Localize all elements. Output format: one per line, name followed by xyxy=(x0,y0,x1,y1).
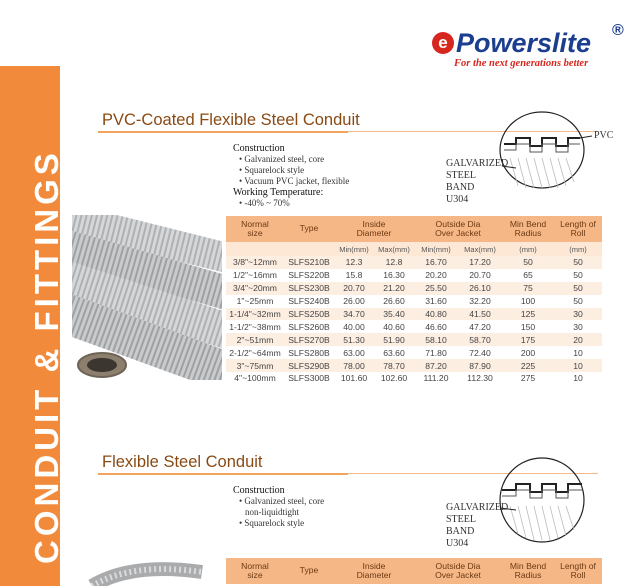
construction-item: • Galvanized steel, core xyxy=(239,154,325,164)
table-cell: 200 xyxy=(502,346,554,359)
table-cell: 26.10 xyxy=(458,282,502,295)
table-cell: 10 xyxy=(554,359,602,372)
temperature-heading: Working Temperature: xyxy=(233,187,324,198)
table-cell: 112.30 xyxy=(458,372,502,385)
table-cell: 111.20 xyxy=(414,372,458,385)
header-inside-diameter: Inside Diameter xyxy=(334,216,414,242)
table-cell: SLFS240B xyxy=(284,295,334,308)
table-cell: 1"~25mm xyxy=(226,295,284,308)
temperature-value: • -40% ~ 70% xyxy=(239,198,290,208)
header-inside-diameter: Inside Diameter xyxy=(334,558,414,584)
sidebar-title: CONDUIT & FITTINGS xyxy=(28,149,65,564)
table-cell: 35.40 xyxy=(374,308,414,321)
construction-item: • Squarelock style xyxy=(239,165,305,175)
table-cell: 87.20 xyxy=(414,359,458,372)
band-label: BAND xyxy=(446,182,475,193)
table-cell: SLFS290B xyxy=(284,359,334,372)
table-cell: 4"~100mm xyxy=(226,372,284,385)
pvc-conduit-photo xyxy=(72,215,222,380)
subheader: (mm) xyxy=(502,242,554,256)
table-cell: 1-1/4"~32mm xyxy=(226,308,284,321)
table-cell: 50 xyxy=(554,295,602,308)
construction-item: • Galvanized steel, core xyxy=(239,496,325,506)
table-cell: 26.00 xyxy=(334,295,374,308)
table-cell: 15.8 xyxy=(334,269,374,282)
table-cell: 78.70 xyxy=(374,359,414,372)
table-cell: 3"~75mm xyxy=(226,359,284,372)
steel-conduit-spec-table xyxy=(226,558,602,584)
table-cell: 58.10 xyxy=(414,333,458,346)
header-outside-dia: Outside Dia Over Jacket xyxy=(414,216,502,242)
steel-label: STEEL xyxy=(446,170,476,181)
table-cell: 102.60 xyxy=(374,372,414,385)
table-cell: 31.60 xyxy=(414,295,458,308)
grade-label: U304 xyxy=(446,538,469,549)
header-outside-dia: Outside Dia Over Jacket xyxy=(414,558,502,584)
construction-item: • Vacuum PVC jacket, flexible xyxy=(239,176,350,186)
construction-block xyxy=(233,143,349,209)
subheader xyxy=(284,242,334,256)
galvanized-label: GALVARIZED xyxy=(446,158,509,169)
subheader: Min(mm) xyxy=(414,242,458,256)
table-cell: 72.40 xyxy=(458,346,502,359)
table-cell: 25.50 xyxy=(414,282,458,295)
table-cell: SLFS230B xyxy=(284,282,334,295)
table-cell: SLFS280B xyxy=(284,346,334,359)
table-row xyxy=(226,359,602,372)
header-type: Type xyxy=(284,216,334,242)
table-cell: 30 xyxy=(554,308,602,321)
table-cell: SLFS300B xyxy=(284,372,334,385)
construction-heading: Construction xyxy=(233,485,285,496)
table-cell: 87.90 xyxy=(458,359,502,372)
table-cell: 175 xyxy=(502,333,554,346)
table-cell: 21.20 xyxy=(374,282,414,295)
table-row xyxy=(226,346,602,359)
table-cell: 40.00 xyxy=(334,320,374,333)
construction-item: • Squarelock style xyxy=(239,518,305,528)
header-length-of-roll: Length of Roll xyxy=(554,558,602,584)
table-cell: 17.20 xyxy=(458,256,502,269)
table-cell: 3/8"~12mm xyxy=(226,256,284,269)
section-title: Flexible Steel Conduit xyxy=(102,453,263,471)
table-row xyxy=(226,333,602,346)
construction-block xyxy=(233,485,324,529)
table-cell: 26.60 xyxy=(374,295,414,308)
pvc-conduit-spec-table xyxy=(226,216,602,385)
table-cell: 40.60 xyxy=(374,320,414,333)
band-label: BAND xyxy=(446,526,475,537)
table-row xyxy=(226,295,602,308)
table-cell: 225 xyxy=(502,359,554,372)
subheader: (mm) xyxy=(554,242,602,256)
pvc-label: PVC xyxy=(594,130,614,141)
table-cell: 12.3 xyxy=(334,256,374,269)
table-cell: SLFS260B xyxy=(284,320,334,333)
table-cell: 20.70 xyxy=(334,282,374,295)
table-cell: 101.60 xyxy=(334,372,374,385)
table-cell: 30 xyxy=(554,320,602,333)
table-cell: 34.70 xyxy=(334,308,374,321)
table-cell: 41.50 xyxy=(458,308,502,321)
registered-mark: ® xyxy=(612,22,624,39)
conduit-cross-section-diagram xyxy=(496,108,636,208)
table-cell: 3/4"~20mm xyxy=(226,282,284,295)
header-type: Type xyxy=(284,558,334,584)
table-cell: 46.60 xyxy=(414,320,458,333)
table-cell: 20.70 xyxy=(458,269,502,282)
table-row xyxy=(226,372,602,385)
table-cell: 16.70 xyxy=(414,256,458,269)
table-cell: SLFS210B xyxy=(284,256,334,269)
conduit-cross-section-diagram xyxy=(496,450,596,550)
table-cell: 20 xyxy=(554,333,602,346)
table-cell: 150 xyxy=(502,320,554,333)
table-cell: 78.00 xyxy=(334,359,374,372)
header-min-bend-radius: Min Bend Radius xyxy=(502,216,554,242)
construction-item: non-liquidtight xyxy=(245,507,299,517)
table-cell: 100 xyxy=(502,295,554,308)
header-normal-size: Normal size xyxy=(226,558,284,584)
table-cell: 50 xyxy=(502,256,554,269)
steel-label: STEEL xyxy=(446,514,476,525)
table-cell: 40.80 xyxy=(414,308,458,321)
table-cell: 1/2"~16mm xyxy=(226,269,284,282)
header-length-of-roll: Length of Roll xyxy=(554,216,602,242)
subheader xyxy=(226,242,284,256)
table-cell: 50 xyxy=(554,282,602,295)
table-cell: 32.20 xyxy=(458,295,502,308)
table-cell: 63.60 xyxy=(374,346,414,359)
table-cell: 65 xyxy=(502,269,554,282)
table-cell: 125 xyxy=(502,308,554,321)
section-title: PVC-Coated Flexible Steel Conduit xyxy=(102,111,360,129)
table-cell: 50 xyxy=(554,269,602,282)
table-cell: 2"~51mm xyxy=(226,333,284,346)
table-cell: SLFS270B xyxy=(284,333,334,346)
table-row xyxy=(226,256,602,269)
table-row xyxy=(226,320,602,333)
table-cell: 51.90 xyxy=(374,333,414,346)
table-row xyxy=(226,308,602,321)
table-cell: 20.20 xyxy=(414,269,458,282)
header-normal-size: Normal size xyxy=(226,216,284,242)
table-cell: SLFS220B xyxy=(284,269,334,282)
grade-label: U304 xyxy=(446,194,469,205)
table-cell: 10 xyxy=(554,372,602,385)
section-divider-accent xyxy=(98,473,348,475)
table-cell: 12.8 xyxy=(374,256,414,269)
galvanized-label: GALVARIZED xyxy=(446,502,509,513)
table-cell: 50 xyxy=(554,256,602,269)
header-min-bend-radius: Min Bend Radius xyxy=(502,558,554,584)
table-cell: 16.30 xyxy=(374,269,414,282)
brand-tagline: For the next generations better xyxy=(454,58,589,69)
table-cell: 275 xyxy=(502,372,554,385)
subheader: Min(mm) xyxy=(334,242,374,256)
table-cell: 1-1/2"~38mm xyxy=(226,320,284,333)
logo-mark-icon: e xyxy=(432,32,454,54)
subheader: Max(mm) xyxy=(374,242,414,256)
table-cell: 75 xyxy=(502,282,554,295)
logo-wordmark: Powerslite xyxy=(456,28,592,58)
table-cell: SLFS250B xyxy=(284,308,334,321)
subheader: Max(mm) xyxy=(458,242,502,256)
table-cell: 71.80 xyxy=(414,346,458,359)
table-cell: 58.70 xyxy=(458,333,502,346)
table-cell: 47.20 xyxy=(458,320,502,333)
table-cell: 10 xyxy=(554,346,602,359)
table-cell: 51.30 xyxy=(334,333,374,346)
section-divider-accent xyxy=(98,131,348,133)
table-row xyxy=(226,269,602,282)
table-row xyxy=(226,282,602,295)
steel-conduit-photo xyxy=(72,558,222,586)
table-cell: 2-1/2"~64mm xyxy=(226,346,284,359)
table-cell: 63.00 xyxy=(334,346,374,359)
construction-heading: Construction xyxy=(233,143,285,154)
